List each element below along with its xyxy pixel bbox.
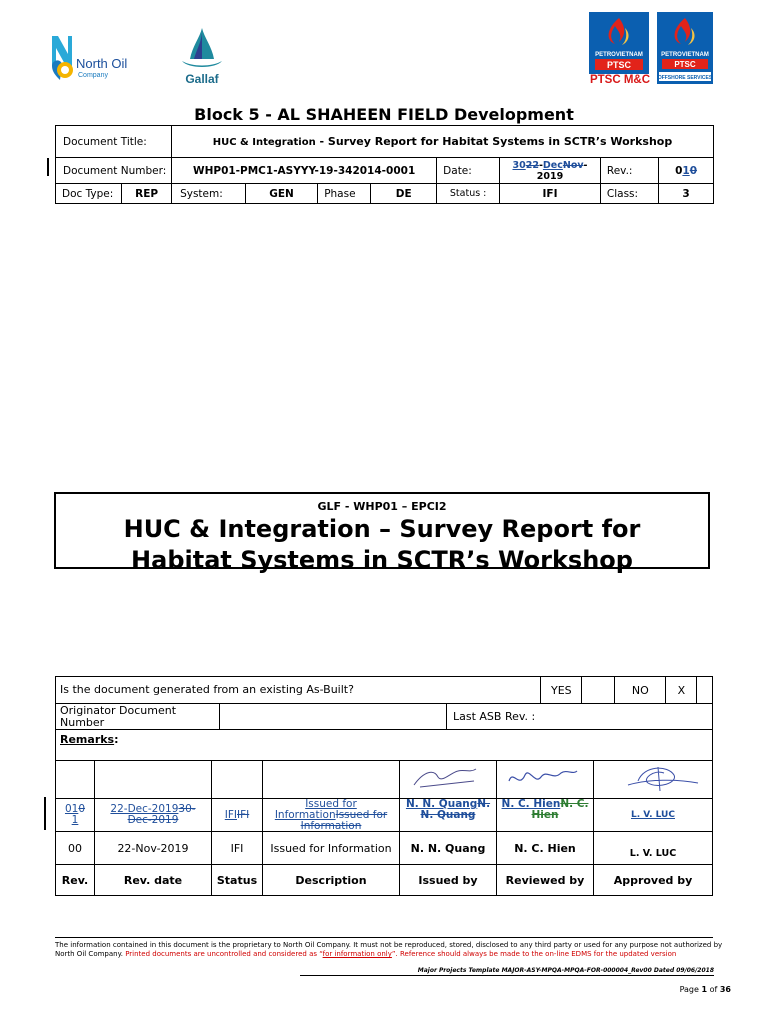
rev-date: 22-Dec-201930-Dec-2019 [95,799,212,832]
page-number: Page 1 of 36 [679,985,731,994]
doctype-label: Doc Type: [56,184,122,204]
phase-value: DE [371,184,437,204]
class-value: 3 [659,184,714,204]
footer-divider [55,937,713,938]
banner-title-line-2: Habitat Systems in SCTR’s Workshop [131,546,633,574]
page-title: Block 5 - AL SHAHEEN FIELD Development [194,105,574,124]
rev-description: Issued for InformationIssued for Information [263,799,400,832]
rev-status: IFIIFI [212,799,263,832]
system-label: System: [172,184,246,204]
rev-issued-by: N. N. QuangN. N. Quang [400,799,497,832]
doctype-value: REP [122,184,172,204]
system-value: GEN [245,184,317,204]
no-box-checked[interactable]: X [666,677,697,704]
phase-label: Phase [318,184,371,204]
footer-divider-2 [300,975,714,976]
signature-issued [400,761,497,799]
ptsc-mc-label: PTSC M&C [589,74,651,86]
footer-template-ref: Major Projects Template MAJOR-ASY-MPQA-MPQA-FOR-000004_Rev00 Dated 09/06/2018 [417,967,714,974]
no-label: NO [615,677,666,704]
revision-table [55,676,713,896]
revision-header-row: Rev. Rev. date Status Description Issued by Reviewed by Approved by [56,865,713,896]
footer-disclaimer: The information contained in this document is the proprietary to North Oil Company. It must not be reproduced, stored, disclosed to any third party or used for any purpose not authorized by North Oil Company. Printed documents are uncontrolled and considered as “for information only”. Reference should always be made to the on-line EDMS for the updated version [55,941,723,958]
yes-label: YES [541,677,582,704]
document-title-banner [54,492,710,574]
svg-text:North Oil: North Oil [76,56,128,71]
signature-reviewed [497,761,594,799]
svg-text:PETROVIETNAM: PETROVIETNAM [661,52,709,58]
svg-text:PETROVIETNAM: PETROVIETNAM [595,52,643,58]
doc-number-value: WHP01-PMC1-ASYYY-19-342014-0001 [172,158,437,184]
change-bar [47,158,49,176]
doc-number-label: Document Number: [56,158,172,184]
yes-box[interactable] [582,677,615,704]
rev-label: Rev.: [600,158,658,184]
banner-subtitle: GLF - WHP01 – EPCI2 [317,500,447,513]
doc-title-label: Document Title: [56,126,172,158]
class-label: Class: [600,184,658,204]
remarks: Remarks: [56,730,713,761]
rev-no: 010 1 [56,799,95,832]
svg-text:OFFSHORE SERVICES: OFFSHORE SERVICES [657,75,713,81]
rev-reviewed-by: N. C. HienN. C. Hien [497,799,594,832]
change-bar [44,797,46,830]
document-info-table [55,125,714,204]
banner-title-line-1: HUC & Integration – Survey Report for [123,515,641,543]
asbuilt-question: Is the document generated from an existing As-Built? [56,677,541,704]
svg-text:Company: Company [78,72,108,79]
originator-label: Originator Document Number [56,704,220,730]
signature-approved [594,761,713,799]
revision-row-01 [56,799,713,832]
status-label: Status : [437,184,500,204]
petrovietnam-logo [589,12,649,74]
originator-field[interactable] [220,704,447,730]
last-asb-label: Last ASB Rev. : [447,704,713,730]
doc-title-value: HUC & Integration - Survey Report for Habitat Systems in SCTR’s Workshop [172,126,714,158]
rev-approved-by: L. V. LUC [594,799,713,832]
svg-text:Gallaf: Gallaf [185,72,219,86]
svg-text:PTSC: PTSC [606,60,632,70]
ptsc-offshore-logo [657,12,713,84]
date-label: Date: [437,158,500,184]
svg-text:PTSC: PTSC [674,60,696,69]
date-value: 3022-DecNov- 2019 [500,158,601,184]
north-oil-logo [48,30,153,85]
status-value: IFI [500,184,601,204]
rev-value: 010 [659,158,714,184]
gallaf-logo [172,25,232,90]
revision-row-00: 00 22-Nov-2019 IFI Issued for Information N. N. Quang N. C. Hien L. V. LUC [56,832,713,865]
